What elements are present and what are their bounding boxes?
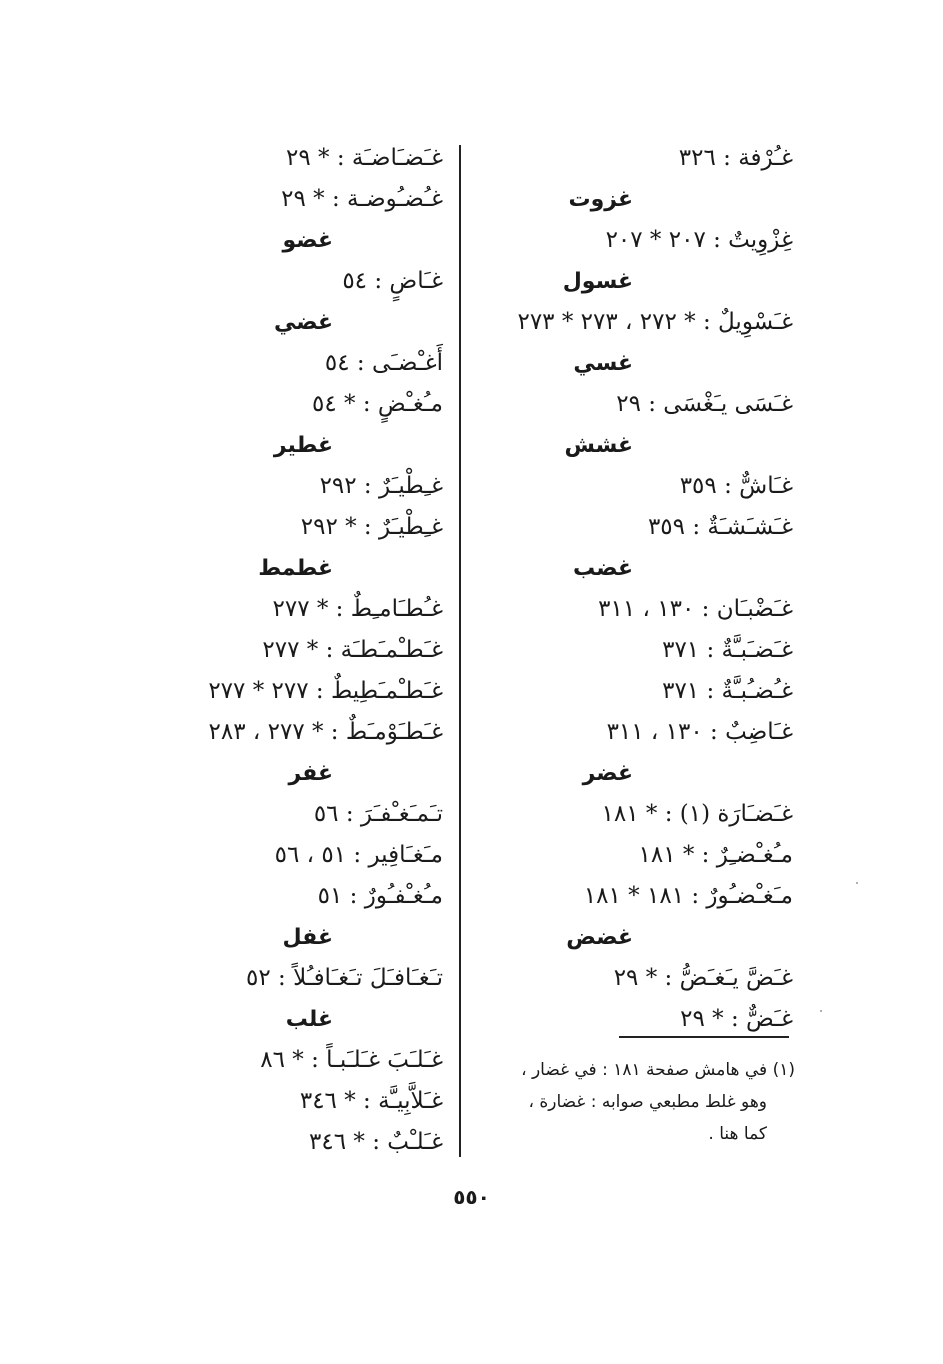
index-entry: غـَلاَّبِيـَّة : * ٣٤٦: [299, 1088, 443, 1114]
root-heading: غضي: [274, 310, 333, 335]
footnote-rule: [619, 1036, 789, 1038]
index-entry: غـَطـْمـَطِيطٌ : ٢٧٧ * ٢٧٧: [208, 678, 443, 704]
footnote: [475, 1054, 795, 1150]
index-entry: أَغـْضـَى : ٥٤: [324, 350, 443, 376]
index-entry: غـَضـَارَة (١) : * ١٨١: [601, 801, 793, 827]
right-column: [463, 138, 793, 1040]
index-entry: تـَغـَافـَلَ تـَغـَافـُلاً : ٥٢: [246, 965, 443, 991]
index-entry: مـُغـْضٍ : * ٥٤: [312, 391, 443, 417]
root-heading: غضر: [582, 761, 633, 786]
index-entry: غـُطـَامـِطٌ : * ٢٧٧: [272, 596, 443, 622]
root-heading: غلب: [285, 1007, 333, 1032]
root-heading: غسي: [573, 351, 633, 376]
index-entry: غـُضـُوضـة : * ٢٩: [281, 186, 443, 212]
root-heading: غفر: [288, 761, 333, 786]
root-heading: غضض: [566, 925, 633, 950]
scan-speck: [820, 1010, 822, 1012]
index-entry: مـَغـَافِير : ٥١ ، ٥٦: [274, 842, 443, 868]
root-heading: غطير: [273, 433, 333, 458]
index-entry: غـَطـْمـَطـَة : * ٢٧٧: [262, 637, 443, 663]
root-heading: غزوت: [568, 187, 633, 212]
index-entry: غـَطـَوْمـَطٌ : * ٢٧٧ ، ٢٨٣: [208, 719, 443, 745]
root-heading: غشش: [564, 433, 633, 458]
root-heading: غضو: [282, 228, 333, 253]
index-entry: غـُرْفة : ٣٢٦: [678, 145, 793, 171]
index-entry: مـَغـْضـُورٌ : ١٨١ * ١٨١: [583, 883, 793, 909]
index-entry: تـَمـَغـْفـَرَ : ٥٦: [313, 801, 443, 827]
left-column: [143, 138, 443, 1163]
index-entry: غـَضَّ يـَغـَضُّ : * ٢٩: [613, 965, 793, 991]
index-entry: غـَلـَبَ غـَلـَبـاً : * ٨٦: [260, 1047, 443, 1073]
index-entry: غـَسْوِيلٌ : * ٢٧٢ ، ٢٧٣ * ٢٧٣: [517, 309, 793, 335]
index-entry: مـُغـْفـُورٌ : ٥١: [317, 883, 443, 909]
index-entry: غـَضـَاضـَة : * ٢٩: [286, 145, 443, 171]
index-entry: غـَضٌّ : * ٢٩: [680, 1006, 793, 1032]
index-entry: غـَلـْبٌ : * ٣٤٦: [309, 1129, 443, 1155]
index-entry: غـَاشٌّ : ٣٥٩: [679, 473, 793, 499]
index-entry: غِزْوِيتٌ : ٢٠٧ * ٢٠٧: [605, 227, 793, 253]
column-divider: [459, 145, 461, 1157]
footnote-line: (١) في هامش صفحة ١٨١ : في غضار ،: [521, 1060, 795, 1080]
root-heading: غسول: [562, 269, 633, 294]
index-entry: غـَضْبـَان : ١٣٠ ، ٣١١: [598, 596, 793, 622]
scan-speck: [856, 882, 858, 884]
index-entry: غـِطْيـَرٌ : * ٢٩٢: [300, 514, 443, 540]
page-number: ٥٥٠: [453, 1185, 490, 1209]
index-entry: غـَسَى يـَغْسَى : ٢٩: [616, 391, 793, 417]
footnote-line: وهو غلط مطبعي صوابه : غضارة ،: [528, 1092, 767, 1112]
index-entry: غـَاضٍ : ٥٤: [342, 268, 443, 294]
root-heading: غفل: [282, 925, 333, 950]
index-entry: غـُضـُبـَّةٌ : ٣٧١: [662, 678, 793, 704]
index-entry: مـُغـْضـِرٌ : * ١٨١: [638, 842, 793, 868]
index-entry: غـَشـَشـَةٌ : ٣٥٩: [647, 514, 793, 540]
footnote-line: كما هنا .: [708, 1124, 767, 1144]
index-entry: غـِطْيـَرٌ : ٢٩٢: [319, 473, 443, 499]
index-entry: غـَاضِبٌ : ١٣٠ ، ٣١١: [606, 719, 793, 745]
root-heading: غضب: [573, 556, 633, 581]
index-entry: غـَضـَبـَّةٌ : ٣٧١: [662, 637, 793, 663]
root-heading: غطمط: [258, 556, 333, 581]
